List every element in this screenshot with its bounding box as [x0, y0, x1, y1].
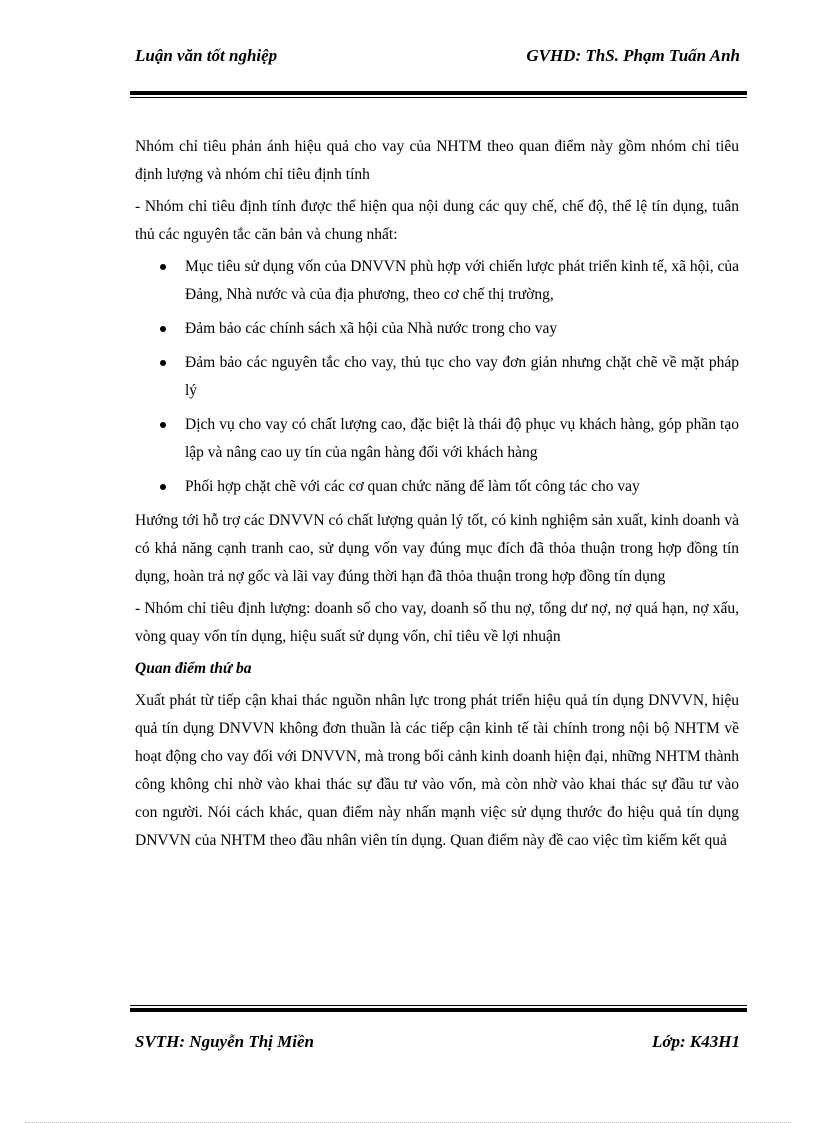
footer-student: SVTH: Nguyễn Thị Miền	[135, 1032, 314, 1051]
header-divider	[130, 91, 747, 98]
paragraph: Xuất phát từ tiếp cận khai thác nguồn nhân lực trong phát triển hiệu quả tín dụng DNVVN, hiệu quả tín dụng DNVVN không đơn thuần là các tiếp cận kinh tế tài chính trong nội bộ NHTM về hoạt động cho vay đối với DNVVN, mà trong bối cảnh kinh doanh hiện đại, những NHTM thành công không chỉ nhờ vào khai thác sự đầu tư vào vốn, mà còn nhờ vào khai thác sự đầu tư vào con người. Nói cách khác, quan điểm này nhấn mạnh việc sử dụng thước đo hiệu quả tín dụng DNVVN của NHTM theo đầu nhân viên tín dụng. Quan điểm này đề cao việc tìm kiếm kết quả	[135, 692, 739, 849]
footer-class: Lớp: K43H1	[652, 1032, 740, 1051]
bullet-icon	[160, 360, 166, 366]
paragraph: - Nhóm chỉ tiêu định tính được thể hiện qua nội dung các quy chế, chế độ, thể lệ tín dụng, tuân thủ các nguyên tắc căn bản và chung nhất:	[135, 198, 739, 243]
page-header	[135, 46, 740, 74]
header-supervisor: GVHD: ThS. Phạm Tuấn Anh	[526, 46, 740, 65]
list-item: Đảm bảo các nguyên tắc cho vay, thủ tục cho vay đơn giản nhưng chặt chẽ về mặt pháp lý	[135, 349, 739, 405]
page-footer	[135, 1032, 740, 1058]
footer-divider	[130, 1005, 747, 1012]
paragraph: Nhóm chỉ tiêu phản ánh hiệu quả cho vay của NHTM theo quan điểm này gồm nhóm chỉ tiêu định lượng và nhóm chỉ tiêu định tính	[135, 138, 739, 183]
list-item: Mục tiêu sử dụng vốn của DNVVN phù hợp với chiến lược phát triển kinh tế, xã hội, của Đảng, Nhà nước và của địa phương, theo cơ chế thị trường,	[135, 253, 739, 309]
bullet-list	[135, 253, 739, 501]
list-item: Dịch vụ cho vay có chất lượng cao, đặc biệt là thái độ phục vụ khách hàng, góp phần tạo lập và nâng cao uy tín của ngân hàng đối với khách hàng	[135, 411, 739, 467]
bullet-icon	[160, 422, 166, 428]
header-thesis-title: Luận văn tốt nghiệp	[135, 46, 278, 65]
paragraph: - Nhóm chỉ tiêu định lượng: doanh số cho vay, doanh số thu nợ, tổng dư nợ, nợ quá hạn, nợ xấu, vòng quay vốn tín dụng, hiệu suất sử dụng vốn, chỉ tiêu về lợi nhuận	[135, 600, 739, 645]
bullet-icon	[160, 264, 166, 270]
paragraph: Hướng tới hỗ trợ các DNVVN có chất lượng quản lý tốt, có kinh nghiệm sản xuất, kinh doanh và có khả năng cạnh tranh cao, sử dụng vốn vay đúng mục đích đã thỏa thuận trong hợp đồng tín dụng, hoàn trả nợ gốc và lãi vay đúng thời hạn đã thỏa thuận trong hợp đồng tín dụng	[135, 512, 739, 585]
list-item: Đảm bảo các chính sách xã hội của Nhà nước trong cho vay	[135, 315, 739, 343]
list-item: Phối hợp chặt chẽ với các cơ quan chức năng để làm tốt công tác cho vay	[135, 473, 739, 501]
section-heading: Quan điểm thứ ba	[135, 660, 252, 677]
bullet-icon	[160, 326, 166, 332]
page-body	[135, 133, 739, 859]
bullet-icon	[160, 484, 166, 490]
